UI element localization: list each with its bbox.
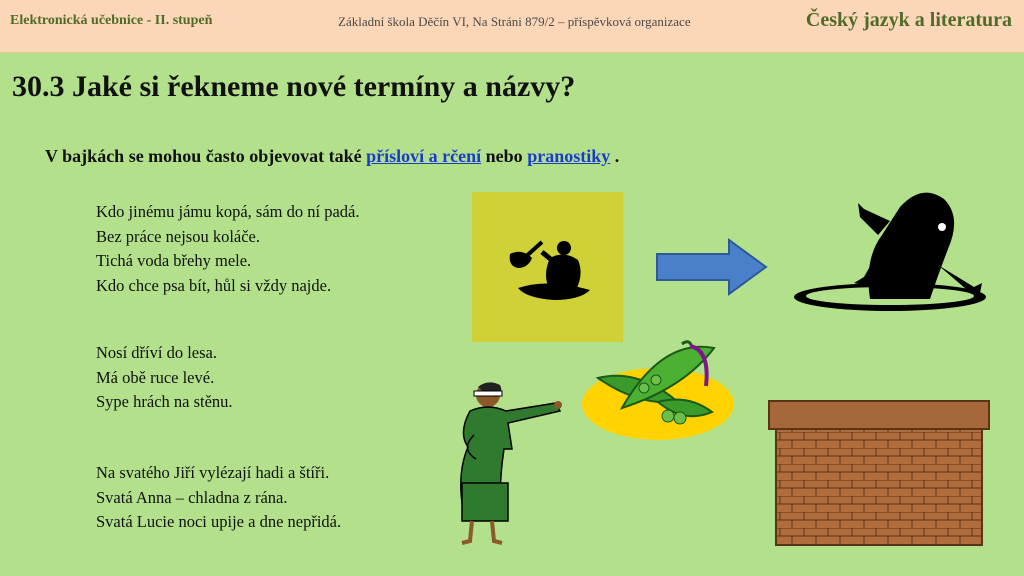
- proverb-group-1: [96, 200, 360, 298]
- proverb-group-2: [96, 341, 233, 415]
- blindfolded-woman-icon: [444, 375, 570, 545]
- peas-icon: [578, 338, 734, 442]
- proverb-line: Svatá Lucie noci upije a dne nepřidá.: [96, 512, 342, 531]
- proverbs-link[interactable]: přísloví a rčení: [366, 146, 482, 166]
- right-arrow-icon: [655, 238, 769, 296]
- proverb-line: Kdo chce psa bít, hůl si vždy najde.: [96, 275, 332, 295]
- proverb-line: Sype hrách na stěnu.: [96, 392, 233, 411]
- intro-text-before: V bajkách se mohou často objevovat také: [45, 146, 367, 166]
- proverb-line: Nosí dříví do lesa.: [96, 343, 217, 362]
- weather-lore-group: [96, 461, 341, 535]
- page-title: 30.3 Jaké si řekneme nové termíny a názvy?: [12, 70, 576, 103]
- weather-lore-link[interactable]: pranostiky: [527, 146, 611, 166]
- intro-text-after: .: [610, 146, 620, 166]
- proverb-line: Kdo jinému jámu kopá, sám do ní padá.: [96, 202, 360, 221]
- intro-sentence: [45, 146, 619, 167]
- person-in-hole-icon: [790, 185, 990, 315]
- proverb-line: Má obě ruce levé.: [96, 367, 215, 387]
- proverb-line: Bez práce nejsou koláče.: [96, 226, 261, 246]
- header-bar: [0, 0, 1024, 53]
- header-center-text: Základní škola Děčín VI, Na Stráni 879/2 – příspěvková organizace: [338, 14, 691, 29]
- proverb-line: Svatá Anna – chladna z rána.: [96, 487, 288, 507]
- intro-text-middle: nebo: [481, 146, 528, 166]
- header-subject: Český jazyk a literatura: [805, 9, 1012, 31]
- brick-wall-icon: [768, 400, 990, 546]
- proverb-line: Na svatého Jiří vylézají hadi a štíři.: [96, 463, 330, 482]
- digging-pit-icon: [472, 192, 623, 342]
- proverb-line: Tichá voda břehy mele.: [96, 251, 252, 270]
- header-left-text: Elektronická učebnice - II. stupeň: [10, 13, 213, 28]
